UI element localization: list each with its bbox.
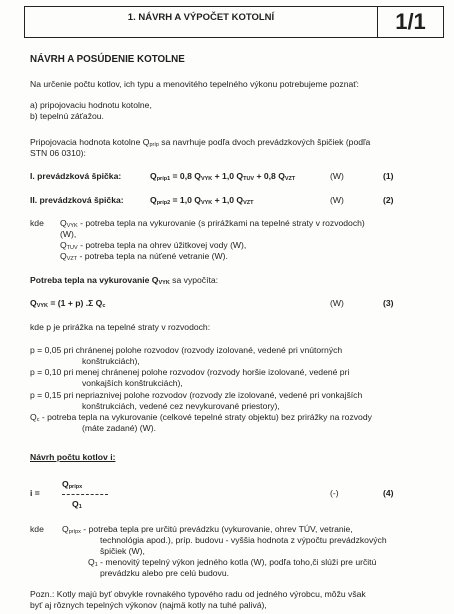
header-box (24, 6, 444, 38)
definition-qvzt: $Q_{VZT}$ - potreba tepla na núťené vetranie (W). (60, 251, 228, 262)
kde-label-1: kde (30, 218, 44, 228)
p-value-1: p = 0,05 pri chránenej polohe rozvodov (rozvody izolované, vedené pri vnútorných (30, 345, 343, 355)
formula-3-number: (3) (383, 298, 394, 308)
definition-q1-cont: prevádzku alebo pre celú budovu. (100, 568, 229, 578)
section-boiler-count: Návrh počtu kotlov i: (30, 452, 116, 462)
list-item-a: a) pripojovaciu hodnotu kotolne, (30, 100, 152, 110)
header-title: 1. NÁVRH A VÝPOČET KOTOLNÍ (25, 7, 378, 37)
paragraph-line-2: STN 06 0310): (30, 148, 86, 158)
main-heading: NÁVRH A POSÚDENIE KOTOLNE (30, 54, 185, 65)
kde-label-3: kde (30, 524, 44, 534)
note-line-1: Pozn.: Kotly majú byť obvykle rovnakého typového radu od jedného výrobcu, môžu však (30, 589, 366, 599)
formula-4-denominator: $Q_1$ (72, 499, 82, 510)
note-line-2: byť aj rôznych tepelných výkonov (najmä kotly na tuhé palivá), (30, 600, 267, 610)
p-value-3-cont: konštrukciách, vedené cez nevykurované priestory), (82, 401, 280, 411)
formula-1: $Q_{príp1} = 0,8$ $Q_{VYK} + 1,0$ $Q_{TUV} + 0,8$ $Q_{VZT}$ (150, 171, 296, 182)
p-value-2: p = 0,10 pri menej chránenej polohe rozvodov (rozvody horšie izolované, vedené pri (30, 367, 350, 377)
formula-3: $Q_{VYK} = (1 + p)$ .Σ $Q_c$ (30, 298, 106, 309)
p-value-1-cont: konštrukciách), (82, 356, 140, 366)
definition-qpripx-cont-2: špičiek (W), (100, 546, 145, 556)
definition-qtuv: $Q_{TUV}$ - potreba tepla na ohrev úžitkovej vody (W), (60, 240, 247, 251)
fraction-line (62, 494, 108, 495)
formula-3-unit: (W) (330, 298, 344, 308)
formula-4-unit: (-) (330, 488, 339, 498)
section-heating-demand: Potreba tepla na vykurovanie $Q_{VYK}$ sa vypočíta: (30, 275, 219, 286)
definition-qpripx-cont-1: technológia apod.), príp. budovu - vyššia hodnota z výpočtu prevádzkových (100, 535, 387, 545)
formula-1-unit: (W) (330, 171, 344, 181)
list-item-b: b) tepelnú záťažou. (30, 111, 104, 121)
kde-label-2: kde p je prirážka na tepelné straty v rozvodoch: (30, 322, 211, 332)
definition-qvyk: $Q_{VYK}$ - potreba tepla na vykurovanie (s prirážkami na tepelné straty v rozvodoch) (60, 218, 365, 229)
formula-4-numerator: $Q_{prípx}$ (62, 479, 83, 490)
formula-1-number: (1) (383, 171, 394, 181)
definition-qvyk-cont: (W), (60, 229, 77, 239)
paragraph-line-1: Pripojovacia hodnota kotolne $Q_{príp}$ sa navrhuje podľa dvoch prevádzkových špičiek (podľa (30, 137, 371, 148)
definition-qpripx: $Q_{prípx}$ - potreba tepla pre určitú prevádzku (vykurovanie, ohrev TÚV, vetranie, (62, 524, 353, 535)
definition-q1: $Q_1$ - menovitý tepelný výkon jedného kotla (W), podľa toho,či slúži pre určitú (88, 557, 377, 568)
page-number: 1/1 (395, 9, 426, 34)
formula-2-unit: (W) (330, 195, 344, 205)
formula-4-lhs: i = (30, 488, 40, 498)
formula-2-label: II. prevádzková špička: (30, 195, 124, 205)
formula-4-number: (4) (383, 488, 394, 498)
formula-1-label: I. prevádzková špička: (30, 171, 122, 181)
p-value-3: p = 0,15 pri nepriaznivej polohe rozvodov (rozvody zle izolované, vedené pri vonkajších (30, 390, 363, 400)
definition-qc-cont: (máte zadané) (W). (82, 423, 157, 433)
definition-qc: $Q_c$ - potreba tepla na vykurovanie (celkové tepelné straty objektu) bez prirážky na rozvody (30, 412, 372, 423)
p-value-2-cont: vonkajších konštrukciách), (82, 378, 183, 388)
intro-text: Na určenie počtu kotlov, ich typu a menovitého tepelného výkonu potrebujeme poznať: (30, 79, 359, 89)
formula-2: $Q_{príp2} = 1,0$ $Q_{VYK} + 1,0$ $Q_{VZT}$ (150, 195, 254, 206)
formula-2-number: (2) (383, 195, 394, 205)
